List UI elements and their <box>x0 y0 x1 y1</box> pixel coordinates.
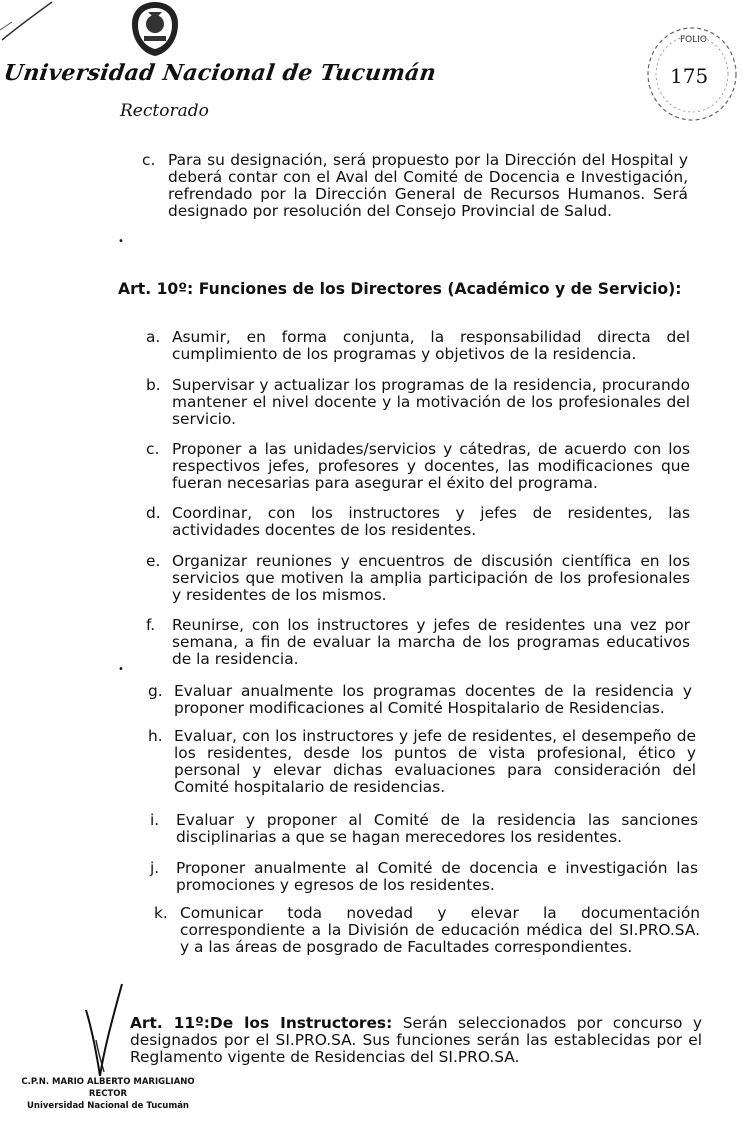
list-marker: e. <box>146 552 161 570</box>
university-crest-icon <box>128 0 182 58</box>
list-marker: d. <box>146 504 161 522</box>
list-marker: h. <box>148 727 163 745</box>
university-name: Universidad Nacional de Tucumán <box>2 60 438 86</box>
list-marker: c. <box>146 440 160 458</box>
list-marker: c. <box>142 151 156 169</box>
list-item-text: Evaluar y proponer al Comité de la residencia las sanciones disciplinarias a que se hagan merecedores los residentes. <box>176 811 698 846</box>
list-item <box>146 617 690 669</box>
list-item <box>150 812 698 848</box>
list-item-text: Proponer anualmente al Comité de docencia e investigación las promociones y egresos de los residentes. <box>176 859 698 894</box>
list-item <box>146 329 690 365</box>
office-name: Rectorado <box>120 101 209 121</box>
list-marker: g. <box>148 682 163 700</box>
list-marker: j. <box>150 859 160 877</box>
margin-mark: • <box>118 664 124 675</box>
list-marker: f. <box>146 616 156 634</box>
list-marker: k. <box>154 904 168 922</box>
list-item <box>150 860 698 896</box>
list-marker: i. <box>150 811 160 829</box>
article-11-text: Serán seleccionados por concurso y designados por el SI.PRO.SA. Sus funciones serán las establecidas por el Reglamento vigente de Residencias del SI.PRO.SA. <box>130 1014 703 1066</box>
list-item <box>146 553 690 605</box>
page-number: 175 <box>670 64 709 88</box>
list-item-text: Reunirse, con los instructores y jefes de residentes una vez por semana, a fin de evaluar la marcha de los programas educativos de la residencia. <box>172 616 690 668</box>
list-item <box>148 728 696 798</box>
stamp-text: FOLIO <box>680 35 708 45</box>
article-11-paragraph <box>130 1015 702 1066</box>
intro-list-item <box>142 152 690 240</box>
margin-mark: • <box>118 236 124 247</box>
list-marker: a. <box>146 328 161 346</box>
signatory-institution: Universidad Nacional de Tucumán <box>27 1101 189 1111</box>
list-item-text: Para su designación, será propuesto por la Dirección del Hospital y deberá contar con el Aval del Comité de Docencia e Investigación, refrendado por la Dirección General de Recursos Humanos. Será designado por resolución del Consejo Provincial de Salud. <box>168 151 688 220</box>
list-item <box>148 683 692 719</box>
list-item <box>146 441 690 493</box>
list-item <box>146 505 690 541</box>
signatory-name: C.P.N. MARIO ALBERTO MARIGLIANO <box>21 1077 195 1087</box>
list-marker: b. <box>146 376 161 394</box>
list-item-text: Organizar reuniones y encuentros de discusión científica en los servicios que motiven la amplia participación de los profesionales y residentes de los mismos. <box>172 552 690 604</box>
article-10-heading: Art. 10º: Funciones de los Directores (Académico y de Servicio): <box>118 280 682 298</box>
corner-mark-icon <box>0 0 60 50</box>
article-11-heading: Art. 11º:De los Instructores: <box>130 1014 393 1032</box>
list-item <box>154 905 700 975</box>
list-item-text: Proponer a las unidades/servicios y cátedras, de acuerdo con los respectivos jefes, profesores y docentes, las modificaciones que fueran necesarias para asegurar el éxito del programa. <box>172 440 690 492</box>
signature-block <box>18 1076 198 1112</box>
list-item <box>146 377 690 429</box>
list-item-text: Comunicar toda novedad y elevar la documentación correspondiente a la División de educación médica del SI.PRO.SA. y a las áreas de posgrado de Facultades correspondientes. <box>180 904 700 956</box>
list-item-text: Evaluar anualmente los programas docentes de la residencia y proponer modificaciones al Comité Hospitalario de Residencias. <box>174 682 692 717</box>
list-item-text: Coordinar, con los instructores y jefes de residentes, las actividades docentes de los residentes. <box>172 504 690 539</box>
signature-icon <box>82 980 192 1080</box>
list-item-text: Evaluar, con los instructores y jefe de residentes, el desempeño de los residentes, desde los puntos de vista profesional, ético y personal y elevar dichas evaluaciones para consideración del Comité hospitalario de residencias. <box>174 727 696 796</box>
list-item-text: Supervisar y actualizar los programas de la residencia, procurando mantener el nivel docente y la motivación de los profesionales del servicio. <box>172 376 690 428</box>
signatory-title: RECTOR <box>88 1089 128 1099</box>
list-item-text: Asumir, en forma conjunta, la responsabilidad directa del cumplimiento de los programas y objetivos de la residencia. <box>172 328 690 363</box>
